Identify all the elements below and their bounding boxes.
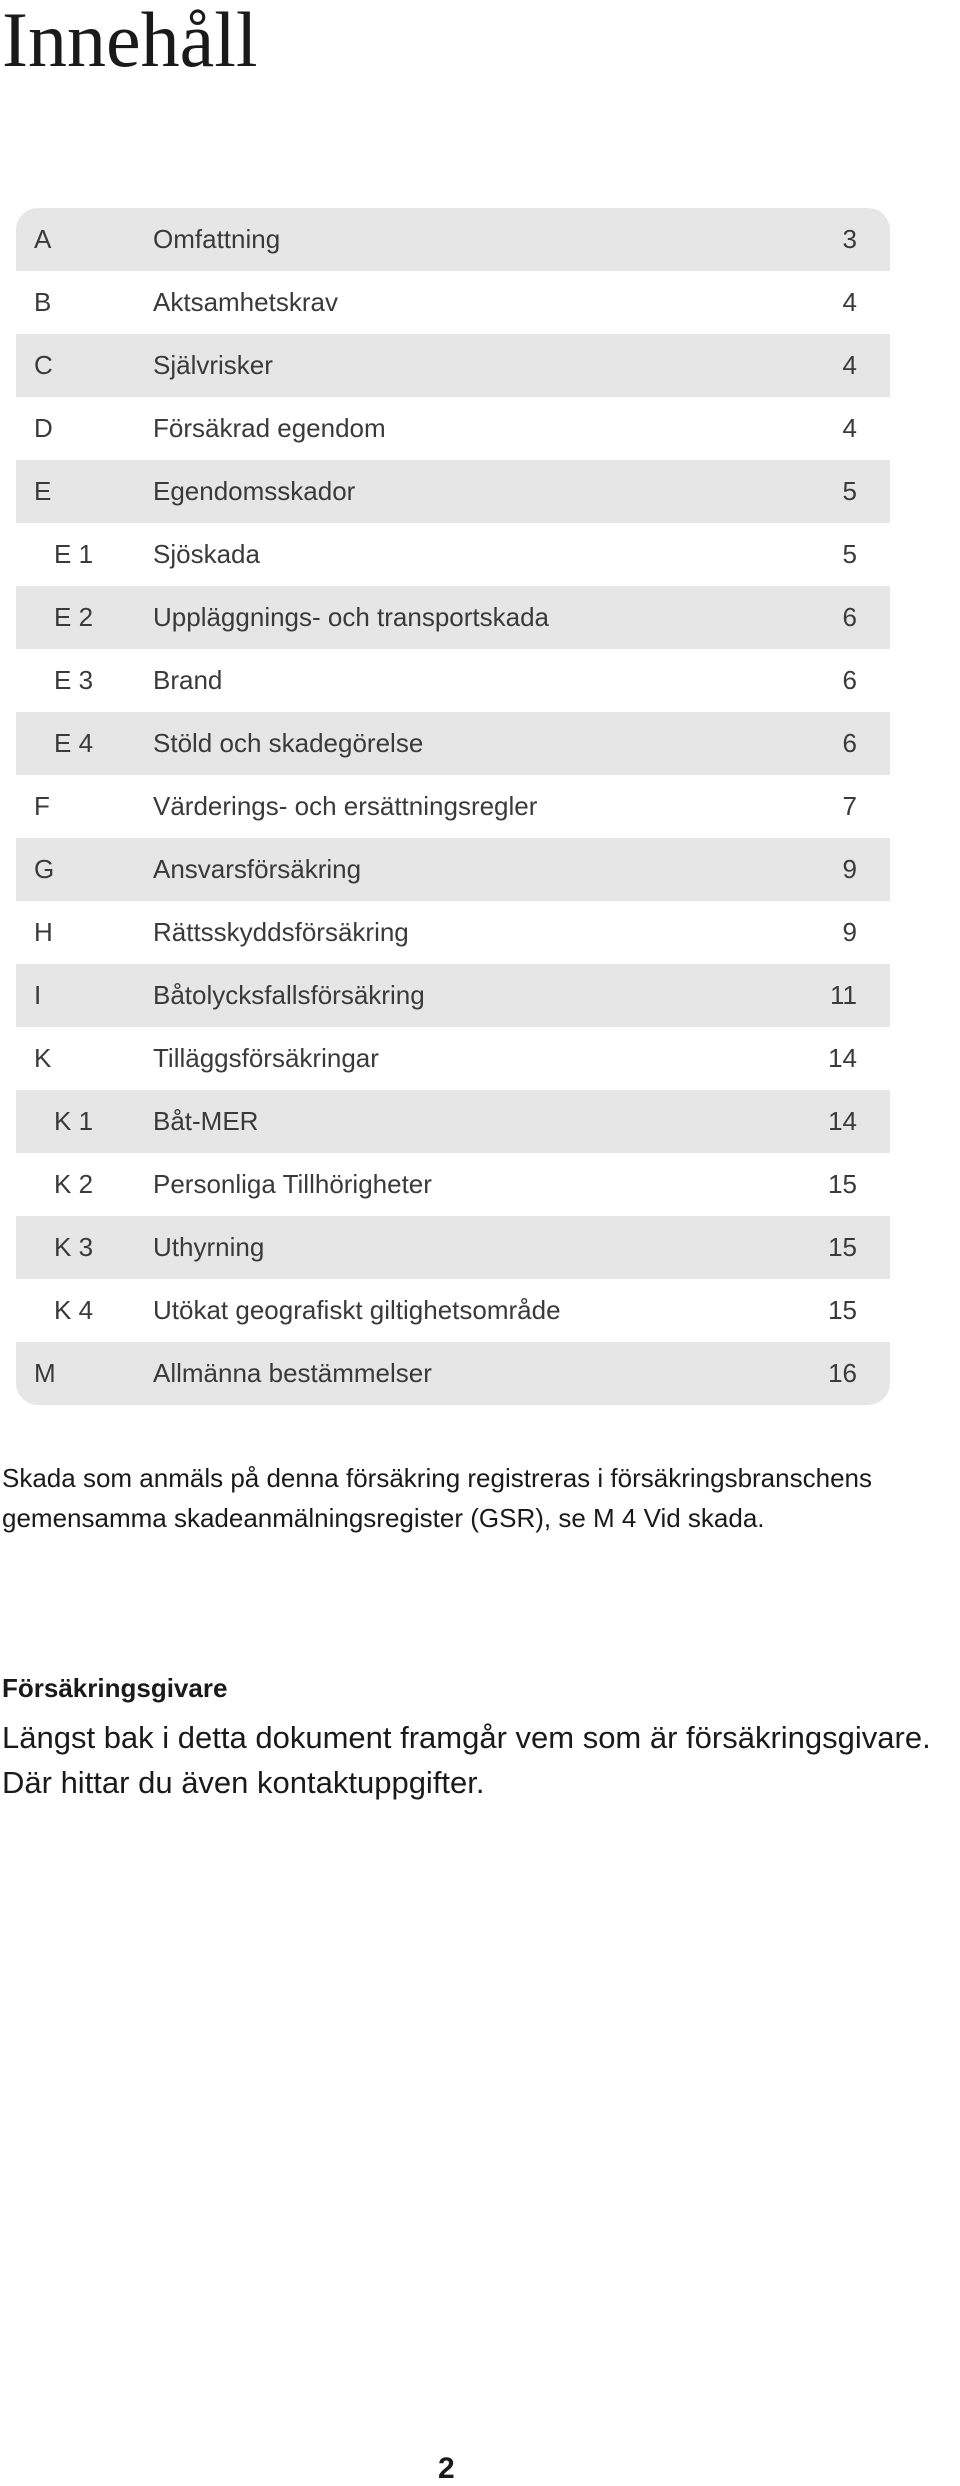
toc-section-label: Båt-MER xyxy=(153,1106,259,1136)
toc-row[interactable] xyxy=(16,1027,890,1090)
toc-section-code: K 4 xyxy=(54,1295,94,1325)
toc-row[interactable] xyxy=(16,775,890,838)
toc-section-code: B xyxy=(34,287,52,317)
toc-section-code: H xyxy=(34,917,53,947)
toc-section-code: M xyxy=(34,1358,56,1388)
toc-section-code: K 1 xyxy=(54,1106,94,1136)
toc-page-number: 4 xyxy=(842,350,857,380)
toc-page-number: 15 xyxy=(828,1169,857,1199)
toc-section-label: Allmänna bestämmelser xyxy=(153,1358,432,1388)
toc-section-code: E 1 xyxy=(54,539,94,569)
toc-page-number: 16 xyxy=(828,1358,857,1388)
toc-page-number: 14 xyxy=(828,1043,857,1073)
toc-section-label: Ansvarsförsäkring xyxy=(153,854,362,884)
insurer-heading: Försäkringsgivare xyxy=(2,1673,228,1703)
toc-section-label: Stöld och skadegörelse xyxy=(153,728,424,758)
toc-section-code: K 2 xyxy=(54,1169,94,1199)
toc-section-label: Självrisker xyxy=(153,350,273,380)
toc-row[interactable] xyxy=(16,1216,890,1279)
toc-section-label: Omfattning xyxy=(153,224,281,254)
toc-section-code: E 4 xyxy=(54,728,94,758)
toc-section-code: E 2 xyxy=(54,602,94,632)
toc-section-label: Brand xyxy=(153,665,223,695)
toc-section-code: C xyxy=(34,350,53,380)
toc-page-number: 11 xyxy=(830,980,857,1010)
toc-row[interactable] xyxy=(16,460,890,523)
toc-page-number: 4 xyxy=(842,413,857,443)
toc-section-label: Värderings- och ersättningsregler xyxy=(153,791,538,821)
toc-section-code: K 3 xyxy=(54,1232,94,1262)
table-of-contents xyxy=(16,208,890,1405)
toc-section-code: A xyxy=(34,224,52,254)
toc-page-number: 3 xyxy=(842,224,857,254)
toc-section-label: Rättsskyddsförsäkring xyxy=(153,917,409,947)
toc-row[interactable] xyxy=(16,397,890,460)
toc-page-number: 6 xyxy=(842,602,857,632)
page-title: Innehåll xyxy=(2,0,258,83)
toc-section-code: E 3 xyxy=(54,665,94,695)
toc-row[interactable] xyxy=(16,1342,890,1405)
toc-section-code: D xyxy=(34,413,53,443)
toc-row[interactable] xyxy=(16,334,890,397)
toc-page-number: 14 xyxy=(828,1106,857,1136)
toc-section-label: Uthyrning xyxy=(153,1232,265,1262)
toc-section-label: Utökat geografiskt giltighetsområde xyxy=(153,1295,561,1325)
toc-page-number: 9 xyxy=(842,854,857,884)
toc-section-label: Tilläggsförsäkringar xyxy=(153,1043,379,1073)
toc-page-number: 15 xyxy=(828,1232,857,1262)
toc-row[interactable] xyxy=(16,964,890,1027)
toc-page-number: 4 xyxy=(842,287,857,317)
toc-row[interactable] xyxy=(16,901,890,964)
toc-section-label: Sjöskada xyxy=(153,539,260,569)
insurer-text: Längst bak i detta dokument framgår vem som är försäkringsgivare. Där hittar du även kontaktuppgifter. xyxy=(2,1720,931,1800)
toc-section-code: G xyxy=(34,854,55,884)
toc-row[interactable] xyxy=(16,838,890,901)
toc-page-number: 5 xyxy=(842,476,857,506)
toc-section-label: Personliga Tillhörigheter xyxy=(153,1169,432,1199)
toc-section-label: Försäkrad egendom xyxy=(153,413,386,443)
toc-page-number: 5 xyxy=(842,539,857,569)
toc-row[interactable] xyxy=(16,523,890,586)
toc-row[interactable] xyxy=(16,208,890,271)
toc-section-code: E xyxy=(34,476,52,506)
toc-section-code: I xyxy=(34,980,42,1010)
gsr-notice: Skada som anmäls på denna försäkring registreras i försäkringsbranschens gemensamma skadeanmälningsregister (GSR), se M 4 Vid skada. xyxy=(2,1463,872,1533)
toc-section-label: Aktsamhetskrav xyxy=(153,287,338,317)
toc-section-label: Egendomsskador xyxy=(153,476,356,506)
toc-section-label: Uppläggnings- och transportskada xyxy=(153,602,550,632)
toc-section-label: Båtolycksfallsförsäkring xyxy=(153,980,425,1010)
toc-page-number: 7 xyxy=(842,791,857,821)
toc-page-number: 9 xyxy=(842,917,857,947)
toc-row[interactable] xyxy=(16,1090,890,1153)
toc-page-number: 6 xyxy=(842,728,857,758)
toc-row[interactable] xyxy=(16,271,890,334)
toc-row[interactable] xyxy=(16,586,890,649)
page-number: 2 xyxy=(438,2452,455,2485)
toc-section-code: K xyxy=(34,1043,52,1073)
toc-row[interactable] xyxy=(16,1279,890,1342)
toc-section-code: F xyxy=(34,791,50,821)
toc-row[interactable] xyxy=(16,1153,890,1216)
toc-row[interactable] xyxy=(16,712,890,775)
toc-page-number: 6 xyxy=(842,665,857,695)
toc-row[interactable] xyxy=(16,649,890,712)
toc-page-number: 15 xyxy=(828,1295,857,1325)
